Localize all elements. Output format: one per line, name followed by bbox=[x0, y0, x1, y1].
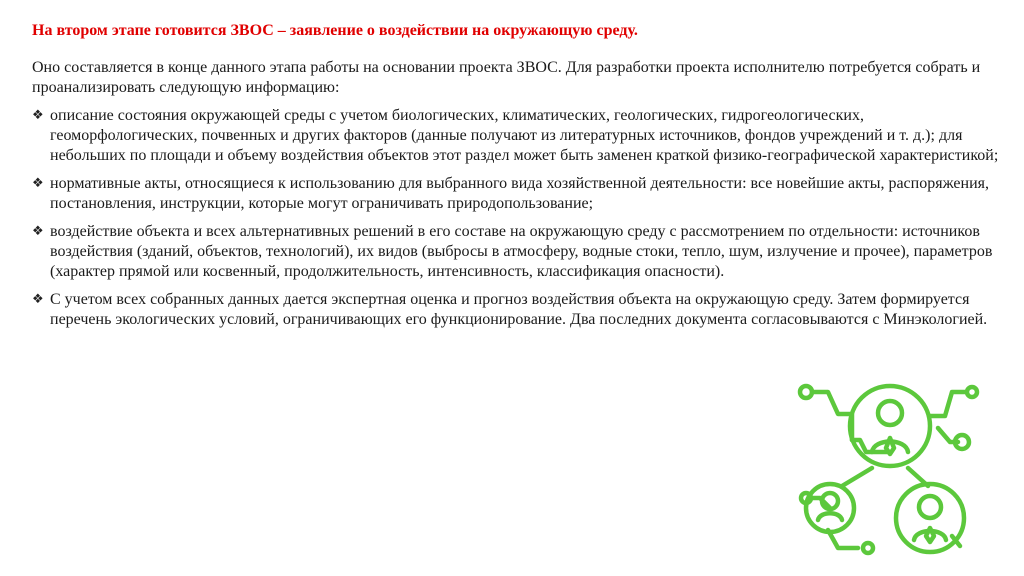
bullet-text: С учетом всех собранных данных дается экспертная оценка и прогноз воздействия объекта на окружающую среду. Затем формируется перечень экологических условий, ограничивающих его функционирование. Два последних документа согласовываются с Минэкологией. bbox=[50, 291, 988, 328]
people-network-icon bbox=[790, 368, 990, 568]
bullet-text: воздействие объекта и всех альтернативных решений в его составе на окружающую среду с рассмотрением по отдельности: источников воздействия (зданий, объектов, технологий), их видов (выбросы в атмосферу, водные стоки, тепло, шум, излучение и прочее), параметров (характер прямой или косвенный, продолжительность, интенсивность, классификация опасности). bbox=[50, 223, 993, 280]
list-item bbox=[32, 174, 1004, 214]
list-item bbox=[32, 290, 1004, 330]
diamond-bullet-icon: ❖ bbox=[32, 292, 44, 307]
list-item bbox=[32, 106, 1004, 166]
bullet-text: нормативные акты, относящиеся к использованию для выбранного вида хозяйственной деятельности: все новейшие акты, распоряжения, постановления, инструкции, которые могут ограничивать природопользование; bbox=[50, 175, 990, 212]
list-item bbox=[32, 222, 1004, 282]
bullet-text: описание состояния окружающей среды с учетом биологических, климатических, геологических, гидрогеологических, геоморфологических, почвенных и других факторов (данные получают из литературных источников, фондов учреждений и т. д.); для небольших по площади и объему воздействия объектов этот раздел может быть заменен краткой физико-географической характеристикой; bbox=[50, 107, 999, 164]
slide-heading: На втором этапе готовится ЗВОС – заявление о воздействии на окружающую среду. bbox=[32, 22, 638, 39]
diamond-bullet-icon: ❖ bbox=[32, 176, 44, 191]
diamond-bullet-icon: ❖ bbox=[32, 224, 44, 239]
intro-paragraph: Оно составляется в конце данного этапа работы на основании проекта ЗВОС. Для разработки проекта исполнителю потребуется собрать и проанализировать следующую информацию: bbox=[32, 59, 981, 96]
bullet-list bbox=[32, 106, 1004, 338]
diamond-bullet-icon: ❖ bbox=[32, 108, 44, 123]
